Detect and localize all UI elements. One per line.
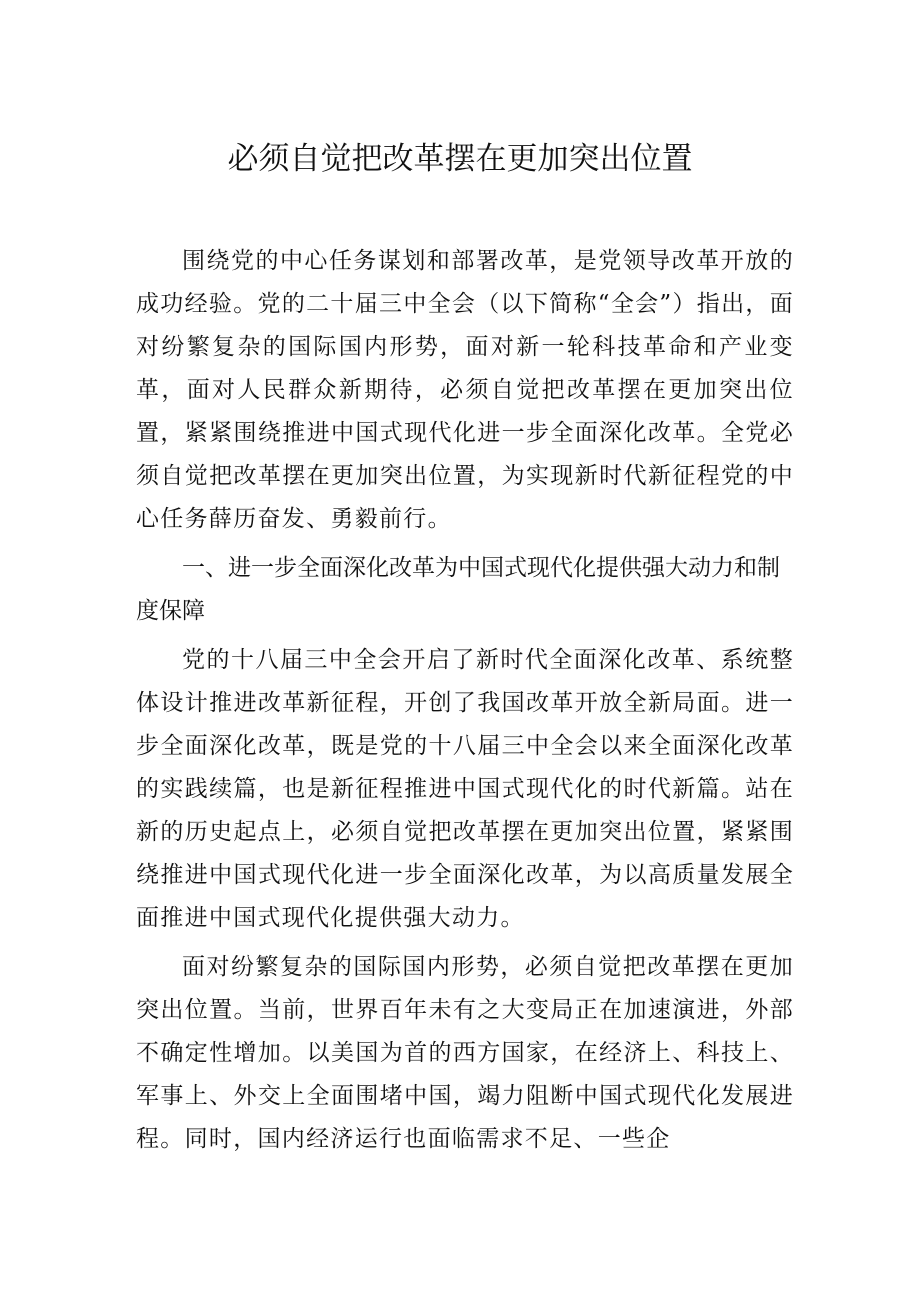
body-paragraph-1: 党的十八届三中全会开启了新时代全面深化改革、系统整体设计推进改革新征程，开创了我国改革开放全新局面。进一步全面深化改革，既是党的十八届三中全会以来全面深化改革的实践续篇，也是新征程推进中国式现代化的时代新篇。站在新的历史起点上，必须自觉把改革摆在更加突出位置，紧紧围绕推进中国式现代化进一步全面深化改革，为以高质量发展全面推进中国式现代化提供强大动力。	[136, 647, 794, 931]
body-paragraph-2: 面对纷繁复杂的国际国内形势，必须自觉把改革摆在更加突出位置。当前，世界百年未有之大变局正在加速演进，外部不确定性增加。以美国为首的西方国家，在经济上、科技上、军事上、外交上全面围堵中国，竭力阻断中国式现代化发展进程。同时，国内经济运行也面临需求不足、一些企	[136, 954, 794, 1152]
document-body	[136, 240, 794, 1161]
document-title: 必须自觉把改革摆在更加突出位置	[227, 141, 693, 177]
section-heading-1: 一、进一步全面深化改革为中国式现代化提供强大动力和制度保障	[136, 555, 780, 624]
intro-paragraph: 围绕党的中心任务谋划和部署改革，是党领导改革开放的成功经验。党的二十届三中全会（以下简称“全会”）指出，面对纷繁复杂的国际国内形势，面对新一轮科技革命和产业变革，面对人民群众新期待，必须自觉把改革摆在更加突出位置，紧紧围绕推进中国式现代化进一步全面深化改革。全党必须自觉把改革摆在更加突出位置，为实现新时代新征程党的中心任务薛历奋发、勇毅前行。	[136, 248, 794, 532]
